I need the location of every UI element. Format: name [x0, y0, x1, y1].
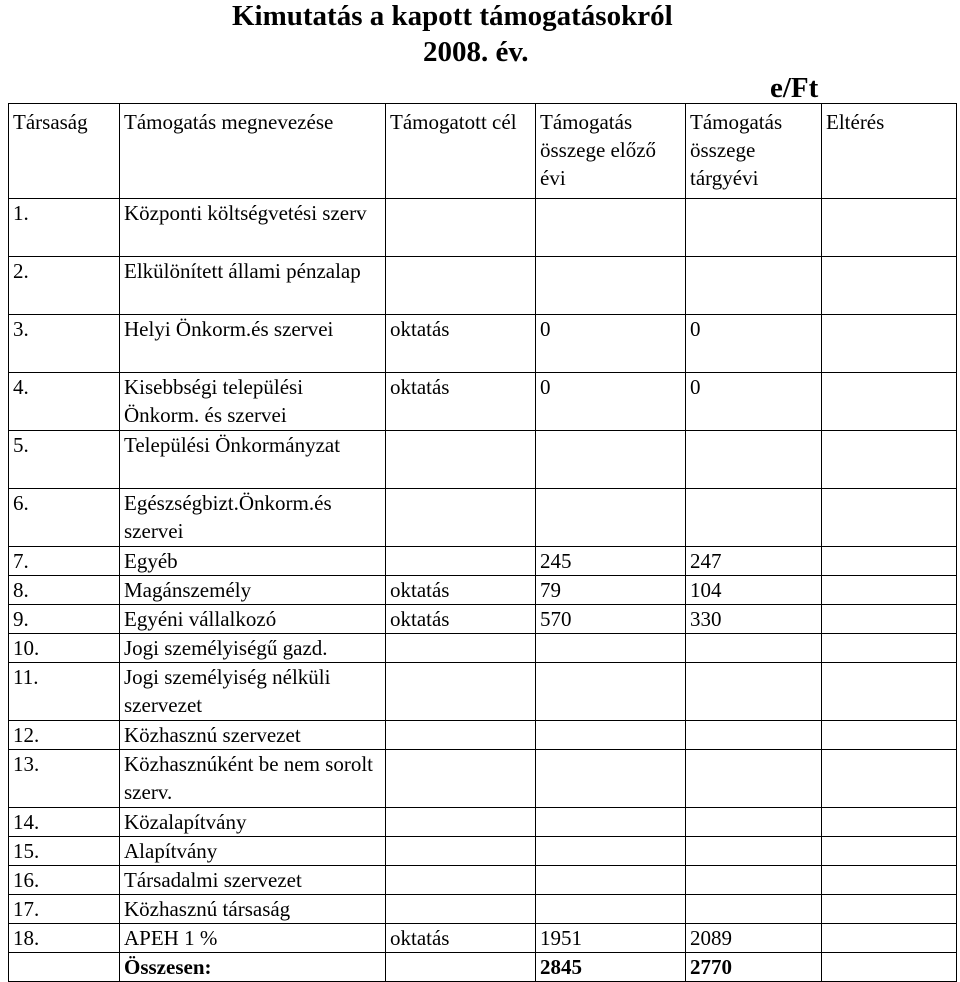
total-row	[9, 953, 957, 982]
table-row	[9, 605, 957, 634]
row-elozo	[536, 837, 686, 866]
row-elteres	[822, 663, 957, 721]
row-elozo: 1951	[536, 924, 686, 953]
table-row	[9, 750, 957, 808]
row-targy	[686, 895, 822, 924]
header-tarsasag: Társaság	[9, 104, 120, 199]
row-number: 6.	[9, 489, 120, 547]
table-row	[9, 373, 957, 431]
row-targy	[686, 866, 822, 895]
row-name: Magánszemély	[120, 576, 386, 605]
header-elozo: Támogatás összege előző évi	[536, 104, 686, 199]
row-elozo: 0	[536, 373, 686, 431]
row-elteres	[822, 808, 957, 837]
row-cel: oktatás	[386, 315, 536, 373]
row-targy	[686, 750, 822, 808]
row-cel: oktatás	[386, 924, 536, 953]
table-row	[9, 721, 957, 750]
row-elteres	[822, 605, 957, 634]
table-row	[9, 866, 957, 895]
row-cel: oktatás	[386, 576, 536, 605]
header-megnevezes: Támogatás megnevezése	[120, 104, 386, 199]
row-targy	[686, 199, 822, 257]
row-targy	[686, 721, 822, 750]
row-number: 16.	[9, 866, 120, 895]
row-cel	[386, 895, 536, 924]
row-elozo: 79	[536, 576, 686, 605]
row-elozo	[536, 489, 686, 547]
row-elozo	[536, 808, 686, 837]
row-elozo	[536, 866, 686, 895]
row-targy: 0	[686, 315, 822, 373]
total-label: Összesen:	[120, 953, 386, 982]
table-row	[9, 315, 957, 373]
row-elteres	[822, 721, 957, 750]
row-cel	[386, 721, 536, 750]
row-name: APEH 1 %	[120, 924, 386, 953]
row-number: 13.	[9, 750, 120, 808]
table-row	[9, 924, 957, 953]
row-elteres	[822, 315, 957, 373]
row-elozo	[536, 663, 686, 721]
row-number: 9.	[9, 605, 120, 634]
header-cel: Támogatott cél	[386, 104, 536, 199]
row-cel	[386, 634, 536, 663]
row-cel	[386, 257, 536, 315]
row-elteres	[822, 199, 957, 257]
total-cel-blank	[386, 953, 536, 982]
row-elozo: 0	[536, 315, 686, 373]
row-name: Egyéb	[120, 547, 386, 576]
row-cel	[386, 431, 536, 489]
row-name: Jogi személyiség nélküli szervezet	[120, 663, 386, 721]
row-targy	[686, 431, 822, 489]
row-number: 14.	[9, 808, 120, 837]
table-row	[9, 489, 957, 547]
row-targy: 330	[686, 605, 822, 634]
row-elteres	[822, 431, 957, 489]
row-name: Helyi Önkorm.és szervei	[120, 315, 386, 373]
row-name: Jogi személyiségű gazd.	[120, 634, 386, 663]
row-cel	[386, 663, 536, 721]
row-elteres	[822, 634, 957, 663]
row-elozo	[536, 895, 686, 924]
row-number: 2.	[9, 257, 120, 315]
table-header-row	[9, 104, 957, 199]
row-name: Közhasznúként be nem sorolt szerv.	[120, 750, 386, 808]
row-elozo: 570	[536, 605, 686, 634]
row-number: 15.	[9, 837, 120, 866]
row-targy	[686, 808, 822, 837]
total-targy: 2770	[686, 953, 822, 982]
table-row	[9, 431, 957, 489]
row-name: Közhasznú szervezet	[120, 721, 386, 750]
total-blank	[9, 953, 120, 982]
row-elteres	[822, 866, 957, 895]
row-name: Elkülönített állami pénzalap	[120, 257, 386, 315]
row-number: 1.	[9, 199, 120, 257]
row-name: Közhasznú társaság	[120, 895, 386, 924]
row-elteres	[822, 489, 957, 547]
row-targy	[686, 837, 822, 866]
row-cel	[386, 199, 536, 257]
row-elteres	[822, 576, 957, 605]
table-row	[9, 547, 957, 576]
row-cel	[386, 489, 536, 547]
row-targy	[686, 663, 822, 721]
table-row	[9, 576, 957, 605]
row-name: Központi költségvetési szerv	[120, 199, 386, 257]
row-number: 12.	[9, 721, 120, 750]
row-name: Települési Önkormányzat	[120, 431, 386, 489]
row-number: 17.	[9, 895, 120, 924]
row-elteres	[822, 924, 957, 953]
row-targy: 0	[686, 373, 822, 431]
row-elteres	[822, 895, 957, 924]
row-number: 18.	[9, 924, 120, 953]
row-number: 11.	[9, 663, 120, 721]
row-name: Társadalmi szervezet	[120, 866, 386, 895]
row-elozo: 245	[536, 547, 686, 576]
table-row	[9, 634, 957, 663]
row-targy: 247	[686, 547, 822, 576]
row-number: 8.	[9, 576, 120, 605]
row-cel	[386, 866, 536, 895]
row-cel: oktatás	[386, 605, 536, 634]
row-elozo	[536, 750, 686, 808]
table-row	[9, 199, 957, 257]
row-number: 3.	[9, 315, 120, 373]
page-title: Kimutatás a kapott támogatásokról	[232, 0, 673, 32]
row-targy: 2089	[686, 924, 822, 953]
table-row	[9, 663, 957, 721]
row-targy: 104	[686, 576, 822, 605]
row-elteres	[822, 373, 957, 431]
row-number: 7.	[9, 547, 120, 576]
table-row	[9, 257, 957, 315]
table-row	[9, 808, 957, 837]
table-row	[9, 895, 957, 924]
row-targy	[686, 634, 822, 663]
row-name: Egyéni vállalkozó	[120, 605, 386, 634]
row-elteres	[822, 750, 957, 808]
table-row	[9, 837, 957, 866]
row-targy	[686, 489, 822, 547]
header-elteres: Eltérés	[822, 104, 957, 199]
row-cel	[386, 547, 536, 576]
row-cel	[386, 837, 536, 866]
row-cel	[386, 750, 536, 808]
row-targy	[686, 257, 822, 315]
row-elozo	[536, 199, 686, 257]
row-elteres	[822, 837, 957, 866]
row-name: Közalapítvány	[120, 808, 386, 837]
row-elteres	[822, 547, 957, 576]
row-number: 5.	[9, 431, 120, 489]
row-name: Alapítvány	[120, 837, 386, 866]
row-cel: oktatás	[386, 373, 536, 431]
row-elozo	[536, 634, 686, 663]
row-elteres	[822, 257, 957, 315]
row-name: Egészségbizt.Önkorm.és szervei	[120, 489, 386, 547]
total-elteres-blank	[822, 953, 957, 982]
header-targy: Támogatás összege tárgyévi	[686, 104, 822, 199]
row-number: 10.	[9, 634, 120, 663]
support-table	[8, 103, 957, 982]
row-elozo	[536, 257, 686, 315]
row-number: 4.	[9, 373, 120, 431]
row-elozo	[536, 431, 686, 489]
row-cel	[386, 808, 536, 837]
unit-label: e/Ft	[770, 72, 819, 104]
row-name: Kisebbségi települési Önkorm. és szervei	[120, 373, 386, 431]
total-elozo: 2845	[536, 953, 686, 982]
page-subtitle-year: 2008. év.	[423, 36, 529, 68]
row-elozo	[536, 721, 686, 750]
